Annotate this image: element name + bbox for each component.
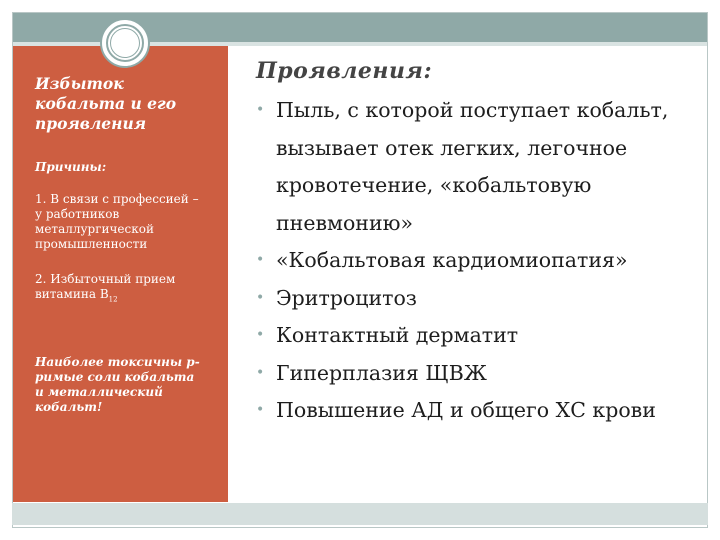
list-item xyxy=(256,317,696,355)
cause-item-1: 1. В связи с профессией – у работников металлургической промышленности xyxy=(35,192,199,251)
bullet-icon: • xyxy=(256,252,265,268)
bullet-icon: • xyxy=(256,327,265,343)
cause-item-2-text: 2. Избыточный прием витамина В xyxy=(35,272,176,301)
list-item-text: Повышение АД и общего ХС крови xyxy=(276,398,656,422)
list-item-text: Контактный дерматит xyxy=(276,323,519,347)
list-item xyxy=(256,392,696,430)
bullet-icon: • xyxy=(256,364,265,381)
list-item-text: Пыль, с которой поступает кобальт, вызывает отек легких, легочное кровотечение, «кобальтовую пневмонию» xyxy=(276,98,669,235)
bullet-icon: • xyxy=(256,289,265,306)
list-item-text: Гиперплазия ЩВЖ xyxy=(276,360,487,385)
bottom-decorative-band xyxy=(12,503,708,525)
circle-ornament-icon xyxy=(100,18,150,68)
left-panel-title: Избыток кобальта и его проявления xyxy=(35,74,177,133)
causes-heading: Причины: xyxy=(35,160,107,174)
cause-item-2 xyxy=(35,272,206,307)
cause-item-2-subscript: 12 xyxy=(108,295,118,304)
list-item-text: Эритроцитоз xyxy=(276,285,417,310)
main-title: Проявления: xyxy=(256,58,433,84)
list-item xyxy=(256,242,696,280)
bullet-icon: • xyxy=(256,102,265,118)
list-item-text: «Кобальтовая кардиомиопатия» xyxy=(276,248,628,272)
bullet-icon: • xyxy=(256,402,265,418)
list-item xyxy=(256,355,696,393)
manifestations-list xyxy=(256,92,696,430)
main-content xyxy=(256,58,696,430)
left-panel xyxy=(13,46,228,502)
list-item xyxy=(256,92,696,242)
toxicity-note: Наиболее токсичны р-римые соли кобальта и металлический кобальт! xyxy=(35,355,200,415)
list-item xyxy=(256,280,696,318)
